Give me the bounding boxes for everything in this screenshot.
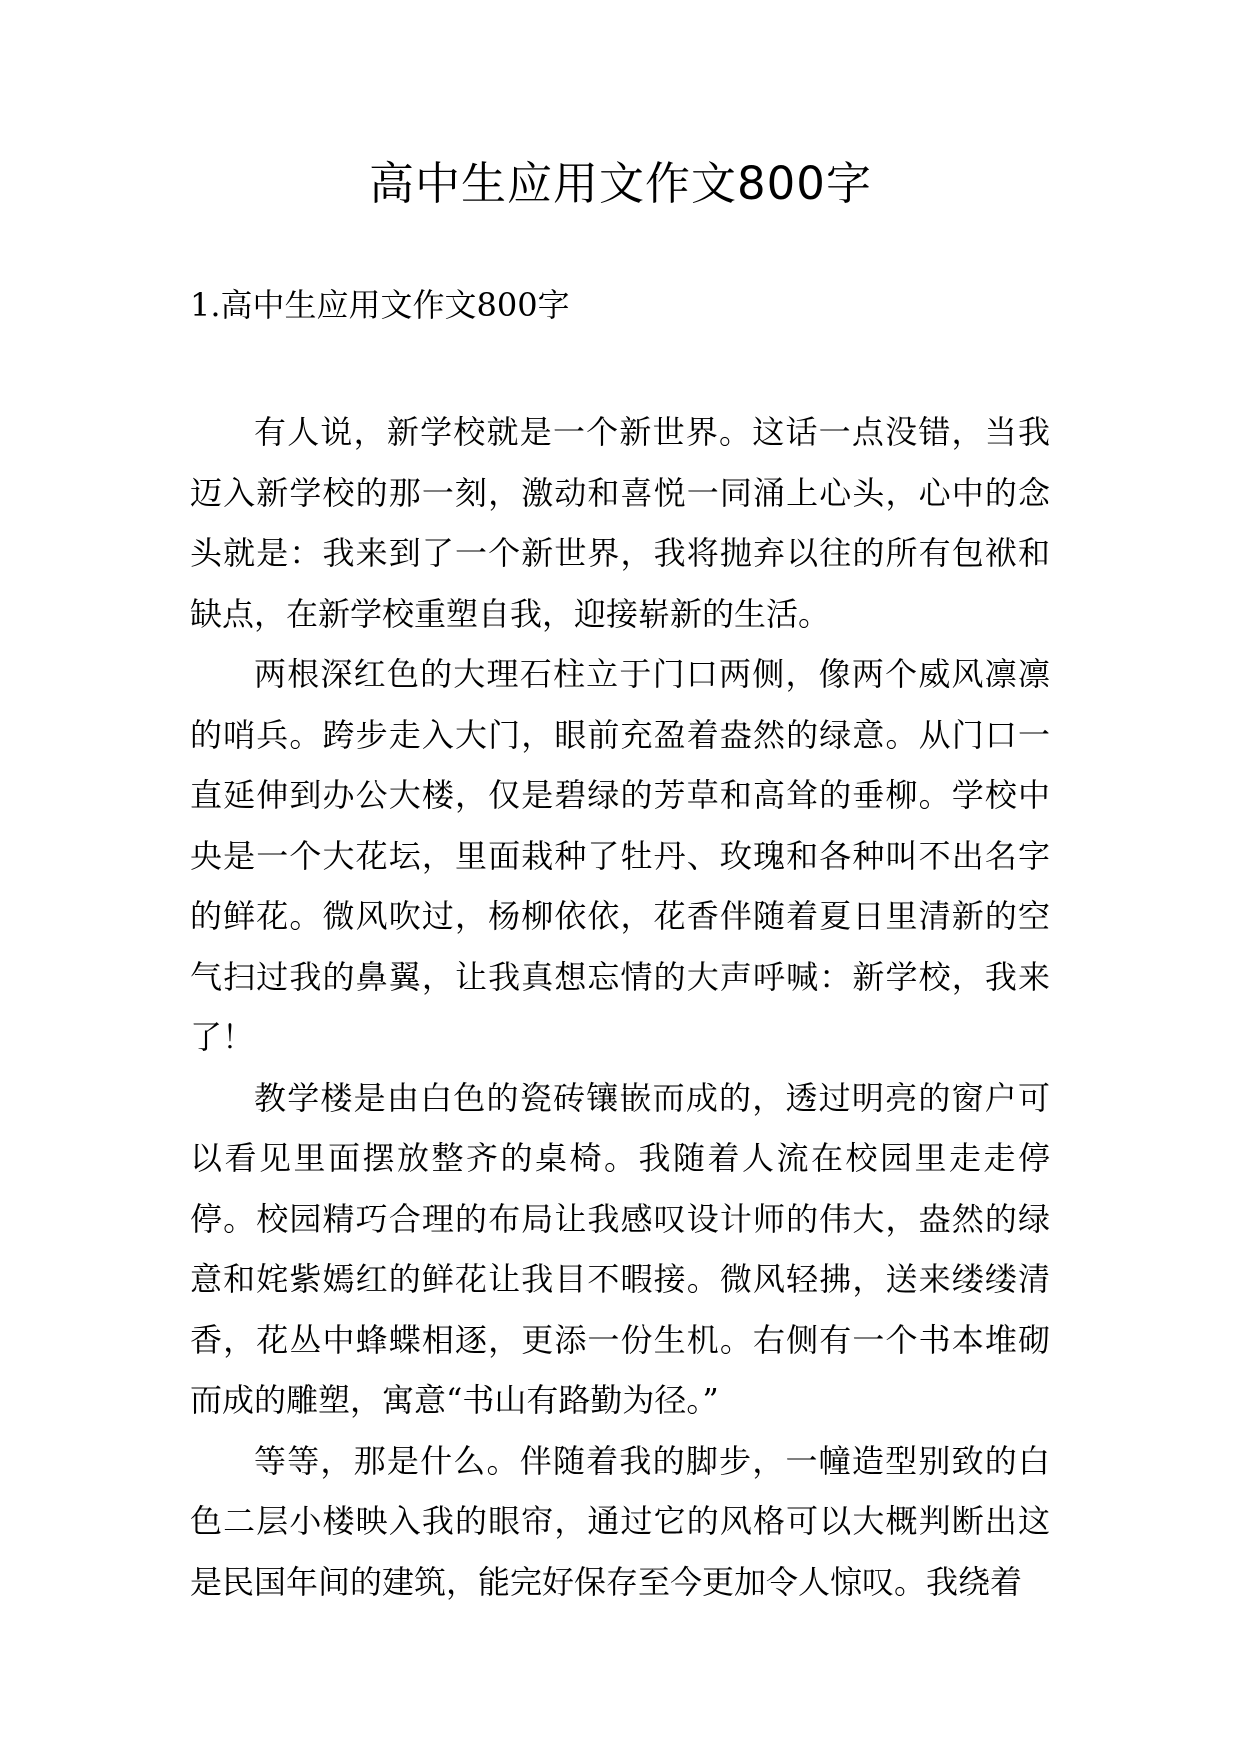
paragraph: 等等，那是什么。伴随着我的脚步，一幢造型别致的白色二层小楼映入我的眼帘，通过它的风格可以大概判断出这是民国年间的建筑，能完好保存至今更加令人惊叹。我绕着 [190,1441,1050,1601]
body-text [190,402,1050,1612]
paragraph: 教学楼是由白色的瓷砖镶嵌而成的，透过明亮的窗户可以看见里面摆放整齐的桌椅。我随着人流在校园里走走停停。校园精巧合理的布局让我感叹设计师的伟大，盎然的绿意和姹紫嫣红的鲜花让我目不暇接。微风轻拂，送来缕缕清香，花丛中蜂蝶相逐，更添一份生机。右侧有一个书本堆砌而成的雕塑，寓意“书山有路勤为径。” [190,1078,1050,1419]
paragraph: 有人说，新学校就是一个新世界。这话一点没错，当我迈入新学校的那一刻，激动和喜悦一同涌上心头，心中的念头就是：我来到了一个新世界，我将抛弃以往的所有包袱和缺点，在新学校重塑自我，迎接崭新的生活。 [190,413,1050,633]
section-heading: 1.高中生应用文作文800字 [190,286,570,324]
paragraph: 两根深红色的大理石柱立于门口两侧，像两个威风凛凛的哨兵。跨步走入大门，眼前充盈着盎然的绿意。从门口一直延伸到办公大楼，仅是碧绿的芳草和高耸的垂柳。学校中央是一个大花坛，里面栽种了牡丹、玫瑰和各种叫不出名字的鲜花。微风吹过，杨柳依依，花香伴随着夏日里清新的空气扫过我的鼻翼，让我真想忘情的大声呼喊：新学校，我来了！ [190,655,1050,1056]
document-title: 高中生应用文作文800字 [369,157,872,210]
